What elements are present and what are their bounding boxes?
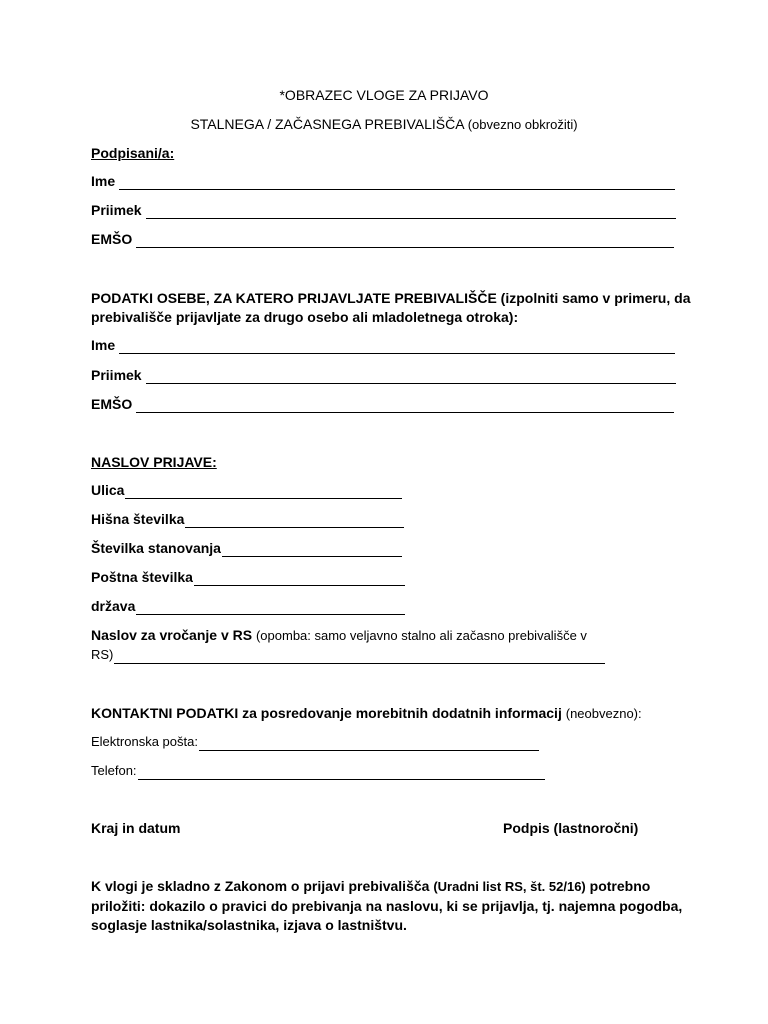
delivery-note-line2: RS) bbox=[91, 647, 114, 662]
input-line[interactable] bbox=[125, 484, 402, 499]
field-label: EMŠO bbox=[91, 231, 133, 247]
input-line[interactable] bbox=[136, 600, 405, 615]
field-label: Številka stanovanja bbox=[91, 540, 221, 556]
other-person-heading: PODATKI OSEBE, ZA KATERO PRIJAVLJATE PREBIVALIŠČE (izpolniti samo v primeru, da bbox=[91, 290, 691, 306]
street-field[interactable] bbox=[91, 481, 402, 499]
input-line[interactable] bbox=[119, 175, 675, 190]
input-line[interactable] bbox=[114, 649, 605, 664]
subtitle-text: STALNEGA / ZAČASNEGA PREBIVALIŠČA bbox=[190, 116, 464, 132]
form-title: *OBRAZEC VLOGE ZA PRIJAVO bbox=[279, 87, 489, 103]
field-label: Ime bbox=[91, 173, 116, 189]
input-line[interactable] bbox=[136, 398, 674, 413]
contact-heading bbox=[91, 704, 642, 723]
delivery-label: Naslov za vročanje v RS bbox=[91, 627, 253, 643]
footer-law-ref: (Uradni list RS, št. 52/16) bbox=[433, 879, 586, 894]
apartment-number-field[interactable] bbox=[91, 539, 402, 557]
footer-note-line3: soglasje lastnika/solastnika, izjava o lastništvu. bbox=[91, 917, 407, 933]
house-number-field[interactable] bbox=[91, 510, 404, 528]
input-line[interactable] bbox=[199, 736, 539, 751]
contact-heading-text: KONTAKTNI PODATKI za posredovanje morebitnih dodatnih informacij bbox=[91, 705, 562, 721]
other-emso-field[interactable] bbox=[91, 395, 674, 413]
field-label: Priimek bbox=[91, 367, 142, 383]
field-label: EMŠO bbox=[91, 396, 133, 412]
footer-part1: K vlogi je skladno z Zakonom o prijavi prebivališča bbox=[91, 878, 430, 894]
field-label: Priimek bbox=[91, 202, 142, 218]
footer-part2: potrebno bbox=[589, 878, 651, 894]
signee-surname-field[interactable] bbox=[91, 201, 676, 219]
input-line[interactable] bbox=[222, 542, 402, 557]
field-label: Poštna številka bbox=[91, 569, 193, 585]
input-line[interactable] bbox=[194, 571, 405, 586]
field-label: Hišna številka bbox=[91, 511, 185, 527]
input-line[interactable] bbox=[119, 339, 675, 354]
phone-field[interactable] bbox=[91, 762, 545, 780]
input-line[interactable] bbox=[146, 204, 676, 219]
signee-name-field[interactable] bbox=[91, 172, 675, 190]
field-label: Telefon: bbox=[91, 763, 137, 778]
footer-note-line2: priložiti: dokazilo o pravici do prebivanja na naslovu, ki se prijavlja, tj. najemna pogodba, bbox=[91, 898, 683, 914]
email-field[interactable] bbox=[91, 733, 539, 751]
delivery-address-field[interactable] bbox=[91, 646, 605, 664]
signee-heading: Podpisani/a: bbox=[91, 145, 175, 161]
field-label: država bbox=[91, 598, 136, 614]
country-field[interactable] bbox=[91, 597, 405, 615]
delivery-note: (opomba: samo veljavno stalno ali začasno prebivališče v bbox=[255, 628, 587, 643]
footer-note-line1 bbox=[91, 877, 650, 896]
place-date-label: Kraj in datum bbox=[91, 820, 181, 836]
input-line[interactable] bbox=[136, 233, 674, 248]
signature-label: Podpis (lastnoročni) bbox=[503, 820, 639, 836]
signee-emso-field[interactable] bbox=[91, 230, 674, 248]
address-heading: NASLOV PRIJAVE: bbox=[91, 454, 217, 470]
other-surname-field[interactable] bbox=[91, 366, 676, 384]
field-label: Elektronska pošta: bbox=[91, 734, 198, 749]
subtitle-note: (obvezno obkrožiti) bbox=[467, 117, 578, 132]
other-name-field[interactable] bbox=[91, 336, 675, 354]
input-line[interactable] bbox=[185, 513, 404, 528]
contact-heading-note: (neobvezno): bbox=[565, 706, 642, 721]
input-line[interactable] bbox=[146, 369, 676, 384]
delivery-address-label bbox=[91, 626, 587, 645]
other-person-heading-line2: prebivališče prijavljate za drugo osebo ali mladoletnega otroka): bbox=[91, 309, 519, 325]
form-subtitle bbox=[0, 115, 768, 134]
postal-code-field[interactable] bbox=[91, 568, 405, 586]
field-label: Ime bbox=[91, 337, 116, 353]
field-label: Ulica bbox=[91, 482, 125, 498]
input-line[interactable] bbox=[138, 765, 545, 780]
